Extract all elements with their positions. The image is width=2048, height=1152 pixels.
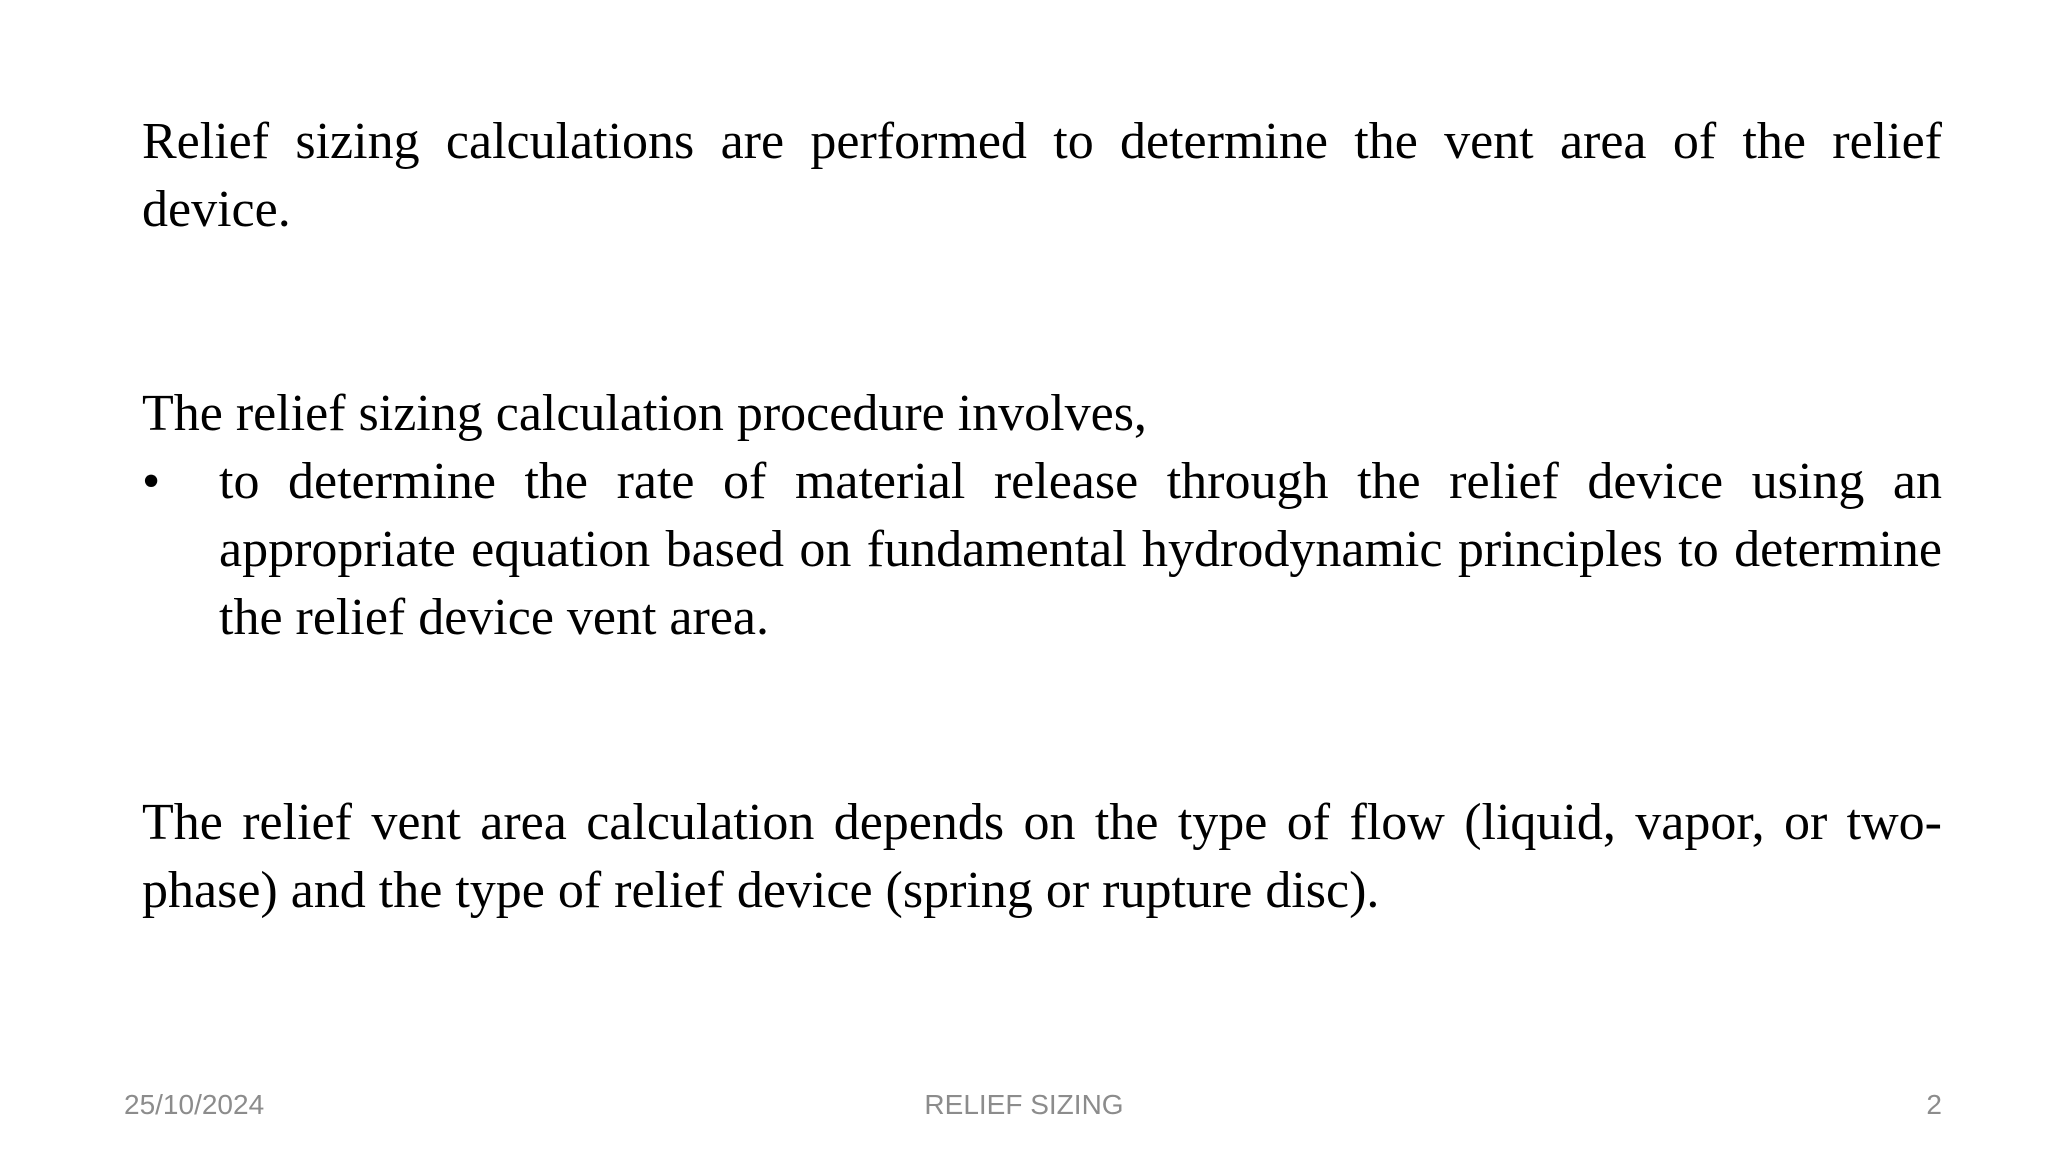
spacer — [142, 244, 1942, 380]
paragraph-vent-area-dependency: The relief vent area calculation depends on the type of flow (liquid, vapor, or two-phase) and the type of relief device (spring or rupture disc). — [142, 794, 1942, 919]
footer-title: RELIEF SIZING — [924, 1089, 1124, 1120]
list-item-text: to determine the rate of material release through the relief device using an appropriate equation based on fundamental hydrodynamic principles to determine the relief device vent area. — [219, 453, 1942, 646]
footer-date: 25/10/2024 — [124, 1089, 265, 1120]
paragraph-procedure-intro: The relief sizing calculation procedure involves, — [142, 385, 1147, 442]
slide-body — [142, 108, 1942, 925]
list-item — [142, 448, 1942, 652]
bullet-icon: • — [142, 453, 161, 510]
bullet-list — [142, 448, 1942, 652]
footer-page-number: 2 — [1926, 1089, 1942, 1120]
spacer — [142, 652, 1942, 789]
paragraph-relief-sizing-purpose: Relief sizing calculations are performed to determine the vent area of the relief device. — [142, 113, 1942, 238]
